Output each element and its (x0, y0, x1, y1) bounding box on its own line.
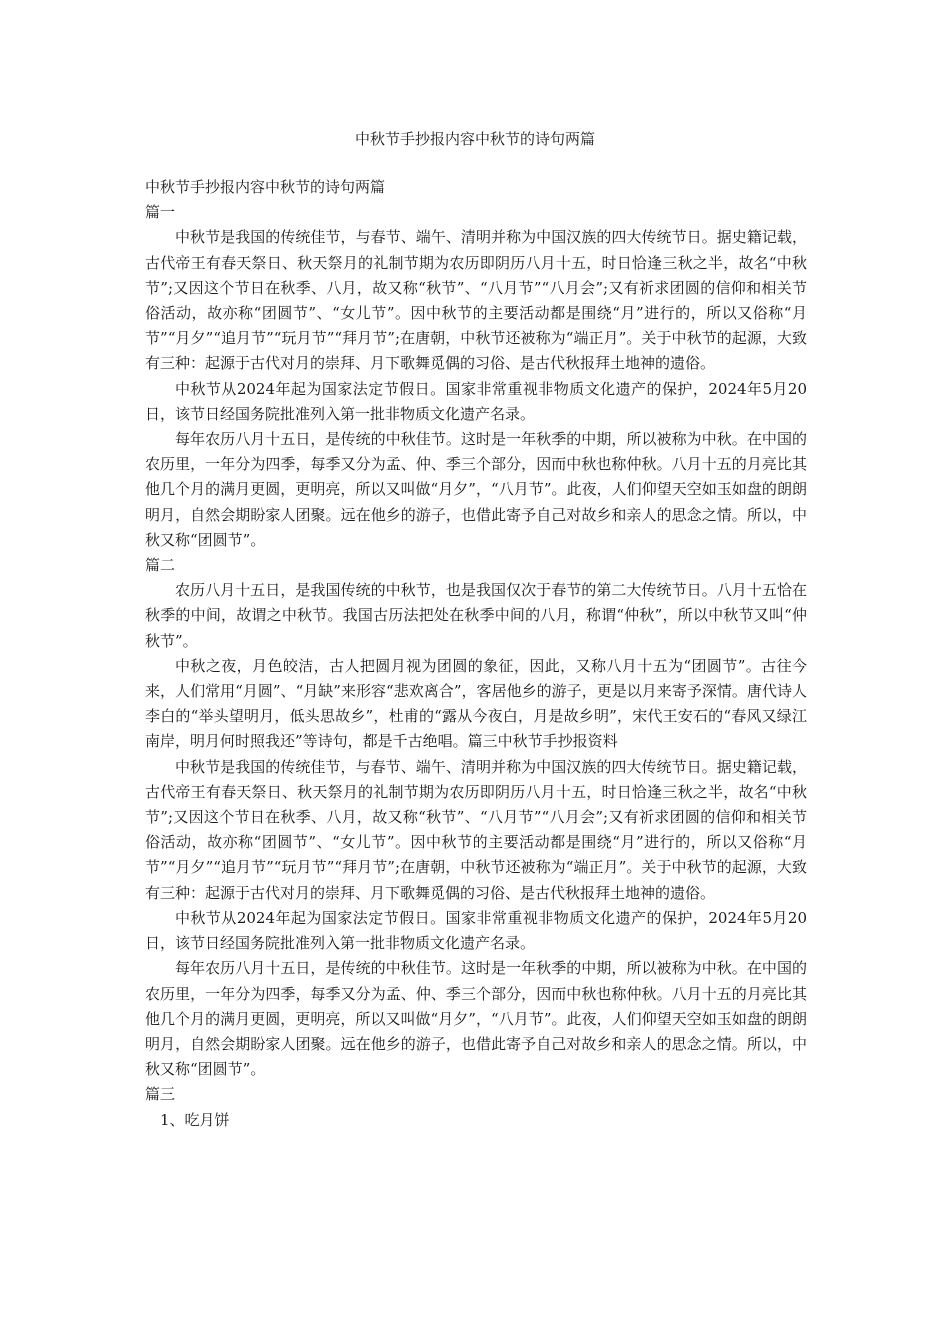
list-item: 1、吃月饼 (160, 1110, 230, 1129)
paragraph: 中秋之夜，月色皎洁，古人把圆月视为团圆的象征，因此，又称八月十五为“团圆节”。古往今来，人们常用“月圆”、“月缺”来形容“悲欢离合”，客居他乡的游子，更是以月来寄予深情。唐代诗人李白的“举头望明月，低头思故乡”，杜甫的“露从今夜白，月是故乡明”，宋代王安石的“春风又绿江南岸，明月何时照我还”等诗句，都是千古绝唱。篇三中秋节手抄报资料 (145, 656, 807, 751)
document-heading: 中秋节手抄报内容中秋节的诗句两篇 (145, 178, 386, 196)
paragraph: 农历八月十五日，是我国传统的中秋节，也是我国仅次于春节的第二大传统节日。八月十五恰在秋季的中间，故谓之中秋节。我国古历法把处在秋季中间的八月，称谓“仲秋”，所以中秋节又叫“仲秋节”。 (145, 581, 807, 650)
document-body (145, 175, 807, 1133)
paragraph: 中秋节是我国的传统佳节，与春节、端午、清明并称为中国汉族的四大传统节日。据史籍记载，古代帝王有春天祭日、秋天祭月的礼制节期为农历即阴历八月十五，时日恰逢三秋之半，故名“中秋节”;又因这个节日在秋季、八月，故又称“秋节”、“八月节”“八月会”;又有祈求团圆的信仰和相关节俗活动，故亦称“团圆节”、“女儿节”。因中秋节的主要活动都是围绕“月”进行的，所以又俗称“月节”“月夕”“追月节”“玩月节”“拜月节”;在唐朝，中秋节还被称为“端正月”。关于中秋节的起源，大致有三种：起源于古代对月的崇拜、月下歌舞觅偶的习俗、是古代秋报拜土地神的遗俗。 (145, 757, 807, 902)
section-label-part3: 篇三 (145, 1085, 176, 1104)
section-label-part2: 篇二 (145, 556, 176, 575)
paragraph: 中秋节从2024年起为国家法定节假日。国家非常重视非物质文化遗产的保护，2024年5月20日，该节日经国务院批准列入第一批非物质文化遗产名录。 (145, 379, 807, 423)
paragraph: 每年农历八月十五日，是传统的中秋佳节。这时是一年秋季的中期，所以被称为中秋。在中国的农历里，一年分为四季，每季又分为孟、仲、季三个部分，因而中秋也称仲秋。八月十五的月亮比其他几个月的满月更圆，更明亮，所以又叫做“月夕”，“八月节”。此夜，人们仰望天空如玉如盘的朗朗明月，自然会期盼家人团聚。远在他乡的游子，也借此寄予自己对故乡和亲人的思念之情。所以，中秋又称“团圆节”。 (145, 959, 807, 1079)
section-label-part1: 篇一 (145, 203, 176, 222)
paragraph: 每年农历八月十五日，是传统的中秋佳节。这时是一年秋季的中期，所以被称为中秋。在中国的农历里，一年分为四季，每季又分为孟、仲、季三个部分，因而中秋也称仲秋。八月十五的月亮比其他几个月的满月更圆，更明亮，所以又叫做“月夕”，“八月节”。此夜，人们仰望天空如玉如盘的朗朗明月，自然会期盼家人团聚。远在他乡的游子，也借此寄予自己对故乡和亲人的思念之情。所以，中秋又称“团圆节”。 (145, 430, 807, 549)
paragraph: 中秋节是我国的传统佳节，与春节、端午、清明并称为中国汉族的四大传统节日。据史籍记载，古代帝王有春天祭日、秋天祭月的礼制节期为农历即阴历八月十五，时日恰逢三秋之半，故名“中秋节”;又因这个节日在秋季、八月，故又称“秋节”、“八月节”“八月会”;又有祈求团圆的信仰和相关节俗活动，故亦称“团圆节”、“女儿节”。因中秋节的主要活动都是围绕“月”进行的，所以又俗称“月节”“月夕”“追月节”“玩月节”“拜月节”;在唐朝，中秋节还被称为“端正月”。关于中秋节的起源，大致有三种：起源于古代对月的崇拜、月下歌舞觅偶的习俗、是古代秋报拜土地神的遗俗。 (145, 228, 807, 373)
document-title: 中秋节手抄报内容中秋节的诗句两篇 (354, 130, 595, 148)
paragraph: 中秋节从2024年起为国家法定节假日。国家非常重视非物质文化遗产的保护，2024年5月20日，该节日经国务院批准列入第一批非物质文化遗产名录。 (145, 908, 807, 953)
